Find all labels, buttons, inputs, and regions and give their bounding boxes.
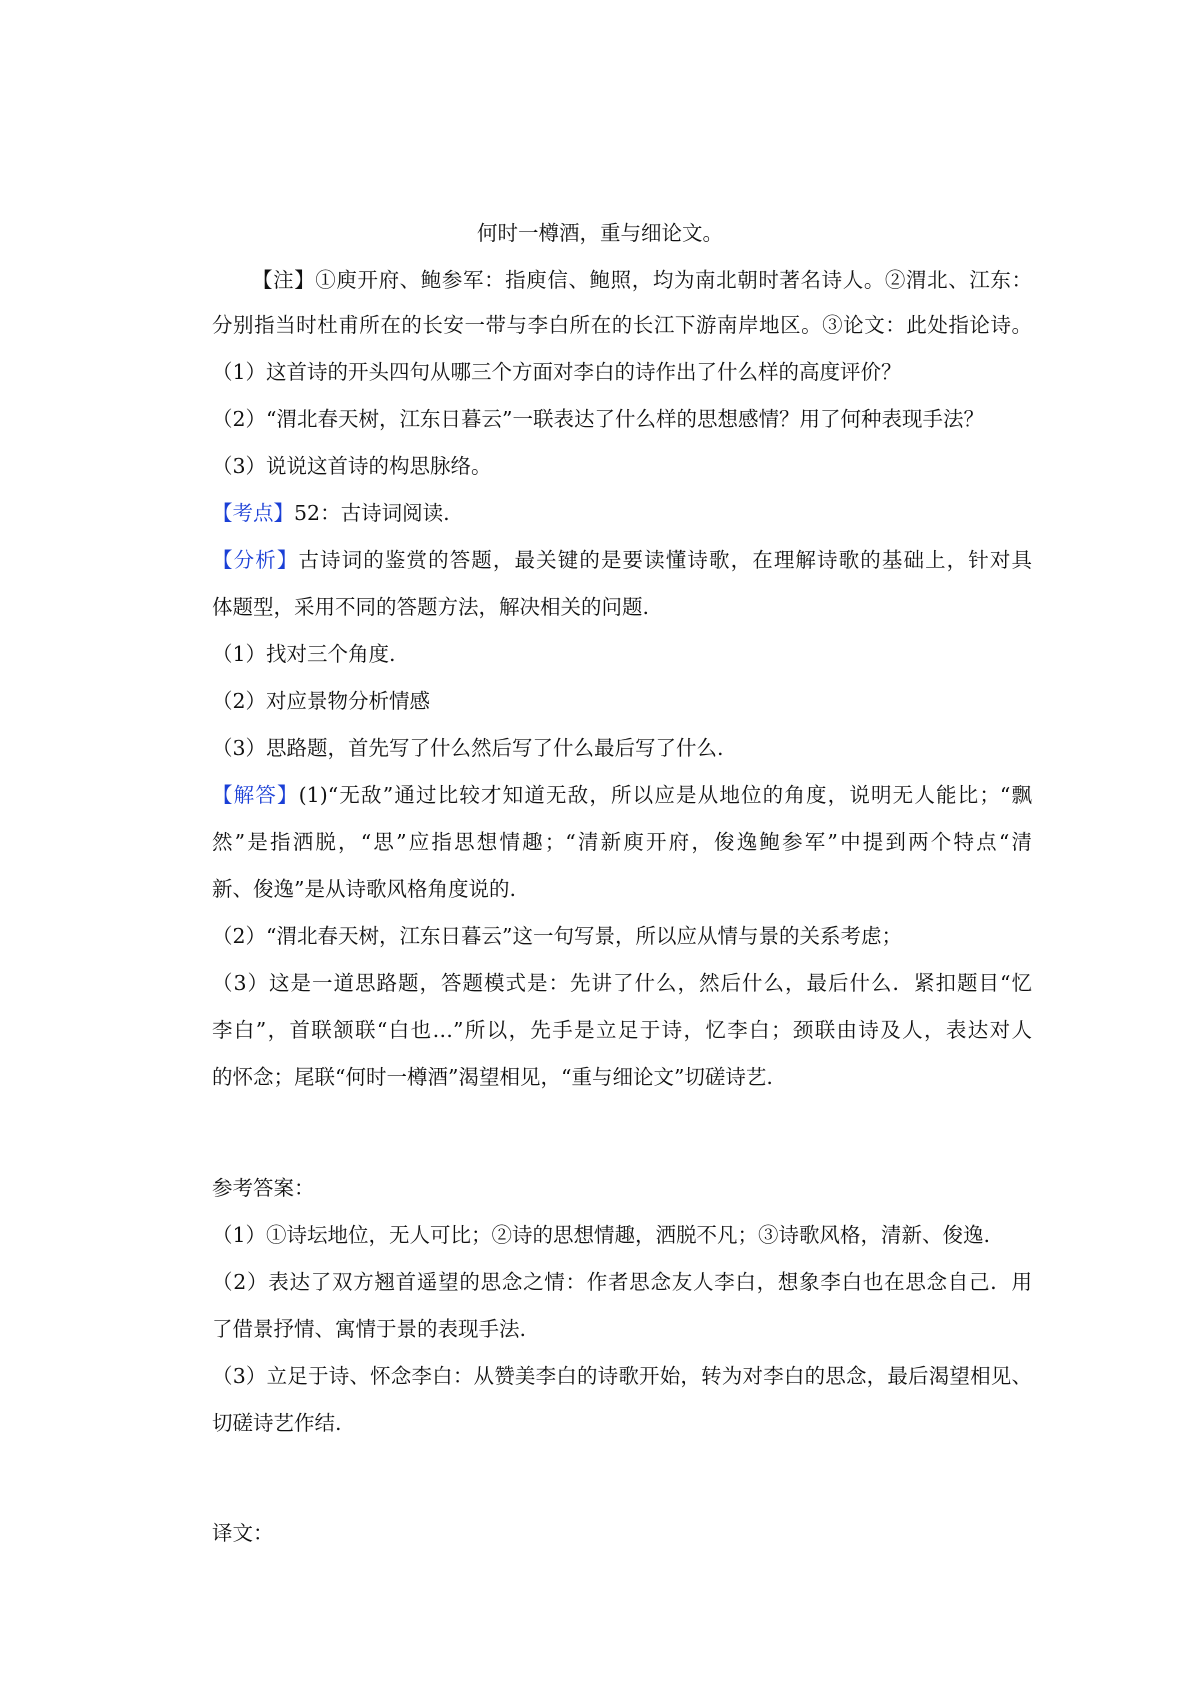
fenxi-item-1: （1）找对三个角度.: [212, 642, 396, 666]
answer-label: 参考答案：: [212, 1176, 315, 1200]
kaodian-tag: 【考点】: [212, 501, 294, 525]
question-1: （1）这首诗的开头四句从哪三个方面对李白的诗作出了什么样的高度评价？: [212, 360, 902, 384]
answer-line-3: 了借景抒情、寓情于景的表现手法.: [212, 1317, 527, 1341]
fenxi-item-2: （2）对应景物分析情感: [212, 689, 431, 713]
fenxi-line-1: [212, 545, 1032, 575]
answer-line-5: 切磋诗艺作结.: [212, 1411, 342, 1435]
translation-label: 译文：: [212, 1521, 274, 1545]
jieda-line-2: 然”是指洒脱，“思”应指思想情趣；“清新庾开府，俊逸鲍参军”中提到两个特点“清: [212, 830, 1032, 854]
note-line-2: 分别指当时杜甫所在的长安一带与李白所在的长江下游南岸地区。③论文：此处指论诗。: [212, 313, 1032, 337]
kaodian-text: 52：古诗词阅读.: [294, 501, 450, 525]
answer-line-4: （3）立足于诗、怀念李白：从赞美李白的诗歌开始，转为对李白的思念，最后渴望相见、: [212, 1364, 1032, 1388]
jieda-line-5: （3）这是一道思路题，答题模式是：先讲了什么，然后什么，最后什么．紧扣题目“忆: [212, 971, 1032, 995]
poem-last-line: 何时一樽酒，重与细论文。: [477, 221, 723, 245]
fenxi-text-1: 古诗词的鉴赏的答题，最关键的是要读懂诗歌，在理解诗歌的基础上，针对具: [298, 548, 1032, 572]
answer-line-1: （1）①诗坛地位，无人可比；②诗的思想情趣，洒脱不凡；③诗歌风格，清新、俊逸.: [212, 1223, 991, 1247]
jieda-line-4: （2）“渭北春天树，江东日暮云”这一句写景，所以应从情与景的关系考虑；: [212, 924, 903, 948]
jieda-line-1: [212, 780, 1032, 810]
jieda-line-7: 的怀念；尾联“何时一樽酒”渴望相见，“重与细论文”切磋诗艺.: [212, 1065, 773, 1089]
jieda-text-1: (1)“无敌”通过比较才知道无敌，所以应是从地位的角度，说明无人能比；“飘: [298, 783, 1032, 807]
fenxi-item-3: （3）思路题，首先写了什么然后写了什么最后写了什么.: [212, 736, 724, 760]
question-2: （2）“渭北春天树，江东日暮云”一联表达了什么样的思想感情？用了何种表现手法？: [212, 407, 985, 431]
jieda-line-6: 李白”，首联颔联“白也…”所以，先手是立足于诗，忆李白；颈联由诗及人，表达对人: [212, 1018, 1032, 1042]
fenxi-tag: 【分析】: [212, 548, 299, 572]
jieda-tag: 【解答】: [212, 783, 299, 807]
note-line-1: 【注】①庾开府、鲍参军：指庾信、鲍照，均为南北朝时著名诗人。②渭北、江东：: [252, 268, 1032, 292]
fenxi-line-2: 体题型，采用不同的答题方法，解决相关的问题.: [212, 595, 650, 619]
jieda-line-3: 新、俊逸”是从诗歌风格角度说的.: [212, 877, 516, 901]
kaodian-row: [212, 498, 1032, 528]
answer-line-2: （2）表达了双方翘首遥望的思念之情：作者思念友人李白，想象李白也在思念自己．用: [212, 1270, 1032, 1294]
question-3: （3）说说这首诗的构思脉络。: [212, 454, 492, 478]
